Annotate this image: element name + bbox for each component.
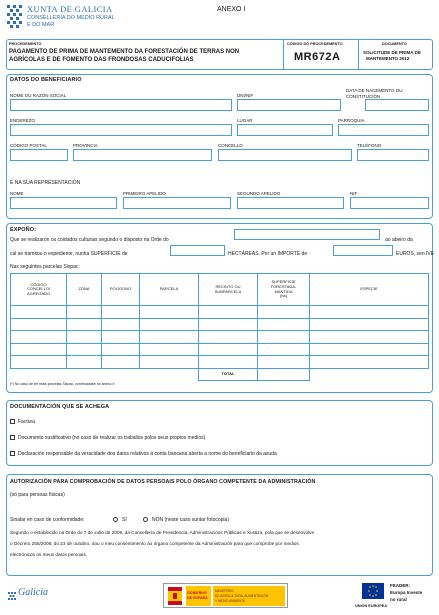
autorizacion-section — [6, 474, 433, 576]
parcelas-table — [10, 273, 429, 381]
documento-label: DOCUMENTO — [382, 42, 407, 46]
concello-field[interactable] — [218, 149, 352, 161]
declaracion-checkbox[interactable] — [10, 451, 15, 456]
sinalar-label: Sinalar en caso de conformidade: — [10, 517, 85, 523]
representacion-label: E NA SÚA REPRESENTACIÓN — [10, 180, 81, 186]
autorizacion-title: AUTORIZACIÓN PARA COMPROBACIÓN DE DATOS PERSOAIS POLO ÓRGANO COMPETENTE DA ADMINISTRACIÓN — [10, 479, 316, 485]
parroquia-label: PARROQUIA — [338, 118, 365, 123]
telefono-field[interactable] — [357, 149, 429, 161]
expono-line2c: EUROS, sen IVE — [396, 251, 435, 257]
col-recinto: RECINTO OU SUBPARCELA — [199, 274, 258, 306]
table-row[interactable] — [11, 306, 429, 319]
data-nacemento-label2: CONSTITUCIÓN — [346, 94, 381, 99]
ministerio-line2: DE AGRICULTURA, ALIMENTACIÓN — [215, 594, 269, 598]
enderezo-label: ENDEREZO — [10, 118, 36, 123]
xunta-title: XUNTA DE GALICIA — [27, 4, 113, 14]
rep-nome-label: NOME — [10, 191, 24, 196]
rep-nif-field[interactable] — [350, 197, 429, 209]
concello-label: CONCELLO — [218, 143, 243, 148]
data-nacemento-label1: DATA DE NACEMENTO OU — [346, 88, 403, 93]
dni-field[interactable] — [237, 99, 341, 111]
feader-line1: FEADER: — [390, 583, 410, 588]
parroquia-field[interactable] — [338, 124, 429, 136]
rep-nif-label: NIF — [350, 191, 358, 196]
gobierno-line2: DE ESPAÑA — [187, 596, 208, 600]
documentacion-title: DOCUMENTACIÓN QUE SE ACHEGA — [10, 404, 110, 410]
col-superficie: SUPERFICIE FORESTADA- MANTIDA (ha) — [258, 274, 310, 306]
factura-label: Factura — [18, 419, 35, 425]
gobierno-logo — [163, 583, 288, 608]
rep-apelido2-field[interactable] — [237, 197, 344, 209]
expono-title: EXPOÑO: — [10, 227, 37, 233]
expono-line1: Que se realizaron os coidados culturais segundo o disposto na Orde do — [10, 237, 169, 243]
provincia-label: PROVINCIA — [73, 143, 98, 148]
si-radio[interactable] — [113, 517, 118, 522]
ministerio-line1: MINISTERIO — [215, 589, 234, 593]
lugar-label: LUGAR — [237, 118, 253, 123]
declaracion-label: Declaración responsable da veracidade dos datos relativos á conta bancaria aberta a nome do beneficiario da axuda — [18, 451, 277, 457]
documento-line2: MANTEMENTO 2012 — [366, 56, 410, 61]
beneficiary-title: DATOS DO BENEFICIARIO — [10, 77, 82, 83]
provincia-field[interactable] — [73, 149, 212, 161]
col-codigo-concello: CÓDIGO CONCELLO/ AGREGADO — [11, 274, 67, 306]
table-row[interactable] — [11, 318, 429, 331]
rep-apelido1-field[interactable] — [123, 197, 231, 209]
procedemento-label: PROCEDEMENTO — [9, 42, 42, 46]
conselleria-line2: E DO MAR — [27, 22, 55, 28]
galicia-logo-text: Galicia — [18, 587, 48, 598]
rep-nome-field[interactable] — [10, 197, 117, 209]
xustificativo-checkbox[interactable] — [10, 435, 15, 440]
col-poligono: POLÍGONO — [102, 274, 140, 306]
telefono-label: TELÉFONO — [357, 143, 382, 148]
col-especie: ESPECIE — [310, 274, 429, 306]
total-label: TOTAL — [199, 368, 258, 380]
expono-line2a: cal se tramitou o expediente, nunha SUPERFICIE de — [10, 251, 128, 257]
galicia-logo-icon — [8, 589, 16, 599]
enderezo-field[interactable] — [10, 124, 232, 136]
xustificativo-label: Documento xustificativo (no caso de realizar os traballos polos seus propios medios) — [18, 435, 206, 441]
table-row[interactable] — [11, 331, 429, 344]
non-radio[interactable] — [143, 517, 148, 522]
eu-flag-icon — [362, 583, 384, 599]
expono-line2b: HECTÁREAS. Por un IMPORTE de — [228, 251, 308, 257]
autorizacion-text1: Segundo o establecido na Orde do 7 de xullo de 2009, da Consellería de Presidencia, Administracións Públicas e Xustiza, pola que se desenvolve — [10, 530, 315, 535]
col-zona: ZONA — [67, 274, 102, 306]
procedemento-line2: AGRÍCOLAS E DE FOMENTO DAS FRONDOSAS CADUCIFOLIAS — [9, 57, 194, 63]
nome-label: NOME OU RAZÓN SOCIAL — [10, 93, 67, 98]
data-nacemento-field[interactable] — [365, 99, 429, 111]
lugar-field[interactable] — [237, 124, 333, 136]
dni-label: DNI/NIF — [237, 93, 254, 98]
expono-line1b: ao abeiro da — [385, 237, 413, 243]
si-label: SI — [122, 517, 127, 523]
procedemento-line1: PAGAMENTO DE PRIMA DE MANTEMENTO DA FORESTACIÓN DE TERRAS NON — [9, 49, 240, 55]
rep-apelido1-label: PRIMEIRO APELIDO — [123, 191, 166, 196]
total-row — [11, 368, 429, 380]
orde-field[interactable] — [234, 229, 380, 240]
parcelas-label: Nas seguintes parcelas Sixpac: — [10, 264, 80, 270]
ministerio-line3: Y MEDIO AMBIENTE — [215, 599, 246, 603]
conselleria-line1: CONSELLERÍA DO MEDIO RURAL — [27, 15, 115, 21]
col-parcela: PARCELA — [140, 274, 199, 306]
autorizacion-text3: electrónicos os meus datos persoais. — [10, 552, 88, 557]
gobierno-line1: GOBIERNO — [187, 591, 207, 595]
procedure-code: MR672A — [294, 51, 341, 63]
non-label: NON (neste caso xuntar fotocopia) — [152, 517, 229, 523]
superficie-field[interactable] — [170, 245, 225, 256]
ue-label: UNIÓN EUROPEA — [355, 604, 388, 608]
anexo-label: ANEXO I — [217, 6, 246, 13]
autorizacion-text2: o Decreto 255/2008, do 23 de outubro, dou o meu consentimento ao órgano competente da Administración para que comprobe por medios — [10, 541, 299, 546]
xunta-logo — [6, 4, 23, 29]
parcelas-footnote: (*) No caso de ter máis parcelas Sixpac, continuarase no anexo II — [10, 382, 115, 386]
cp-label: CÓDIGO POSTAL — [10, 143, 47, 148]
importe-field[interactable] — [333, 245, 393, 256]
nome-field[interactable] — [10, 99, 232, 111]
table-row[interactable] — [11, 343, 429, 356]
spain-shield-icon — [168, 587, 182, 605]
table-row[interactable] — [11, 356, 429, 369]
feader-line3: no rural — [390, 597, 407, 602]
total-field[interactable] — [258, 368, 310, 380]
factura-checkbox[interactable] — [10, 419, 15, 424]
feader-line2: Europa Investe — [390, 590, 423, 595]
codigo-label: CÓDIGO DO PROCEDEMENTO — [287, 42, 343, 46]
autorizacion-subtitle: (só para persoas físicas) — [10, 492, 65, 498]
parcelas-header-row — [11, 274, 429, 306]
rep-apelido2-label: SEGUNDO APELIDO — [237, 191, 281, 196]
documento-line1: SOLICITUDE DE PRIMA DE — [363, 50, 421, 55]
cp-field[interactable] — [10, 149, 68, 161]
